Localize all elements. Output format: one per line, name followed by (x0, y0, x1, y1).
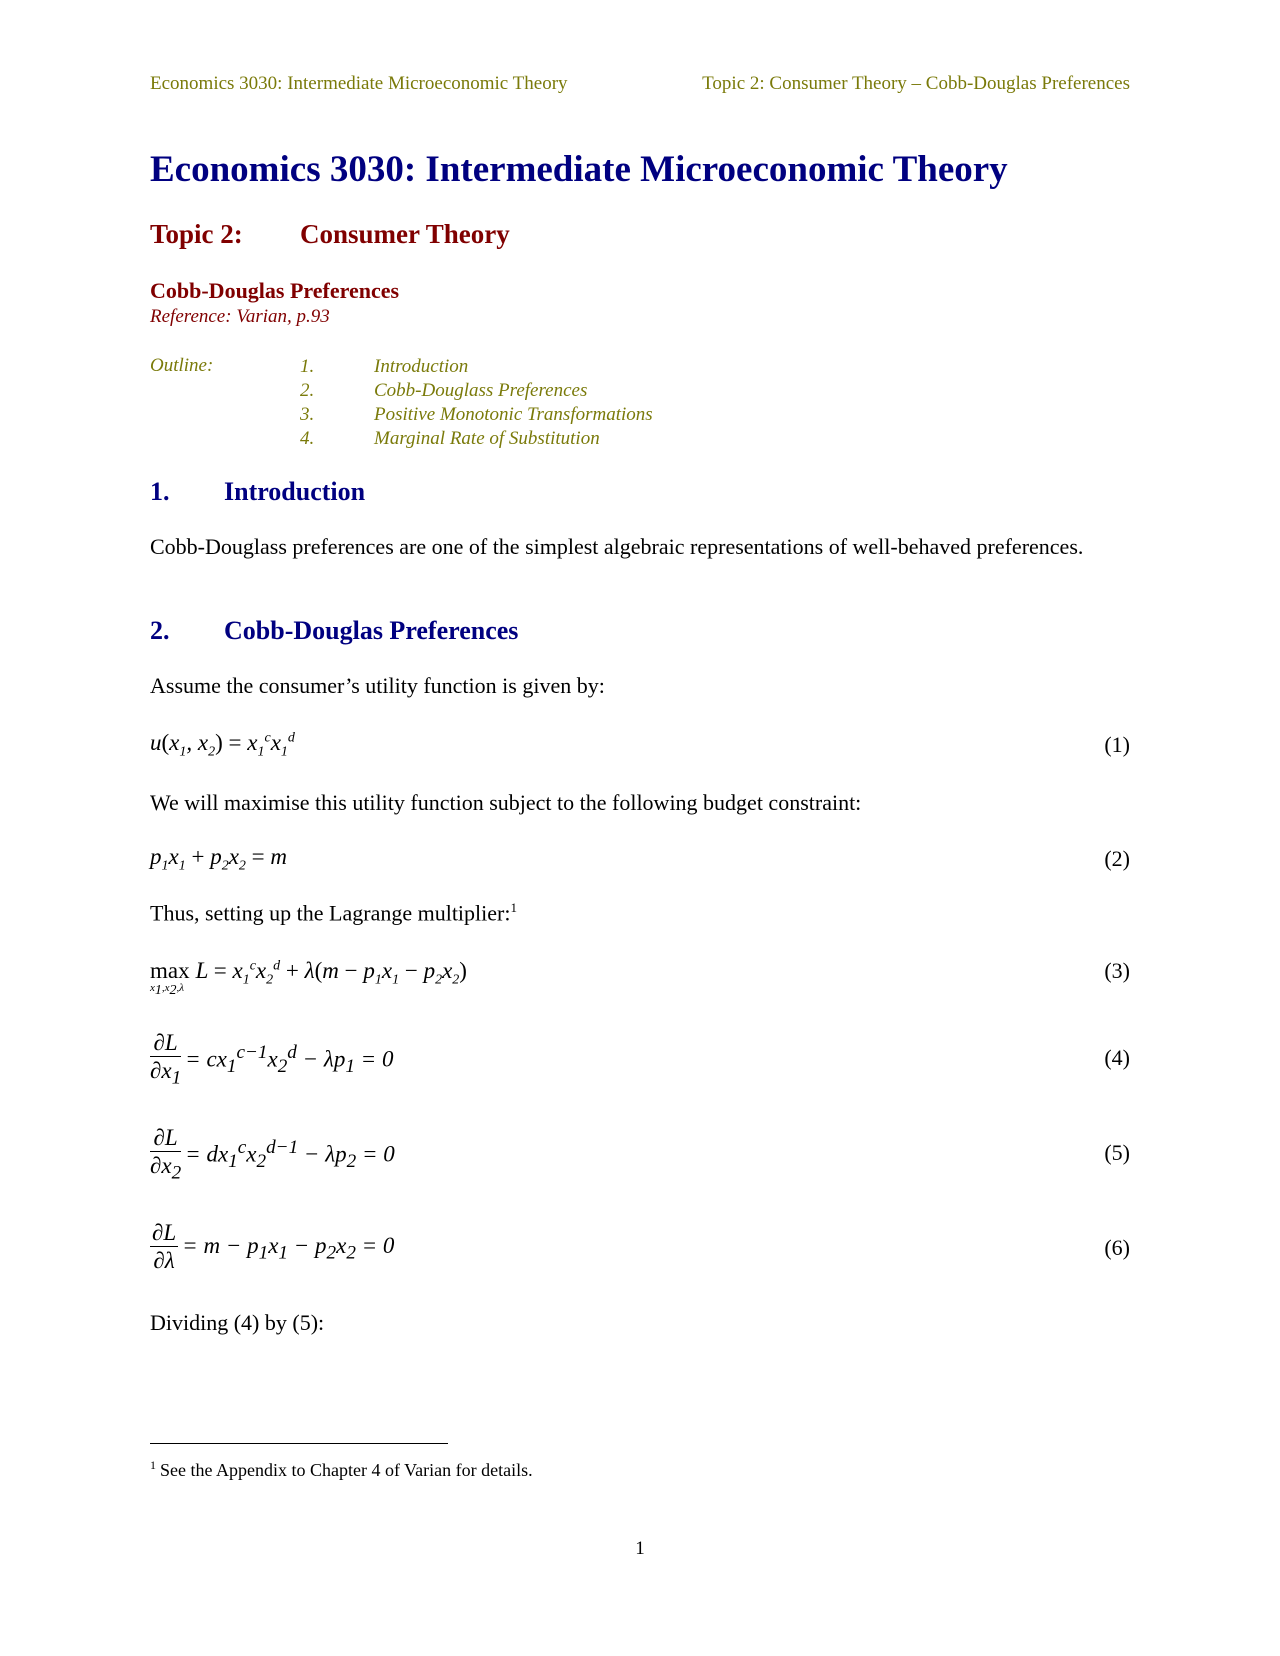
equation-foc-lambda: $\frac{\partial L}{\partial\lambda}$ = $m - p_1x_1 - p_2x_2 = 0$ (152, 1220, 395, 1273)
equation-number: (4) (1104, 1045, 1130, 1070)
equation-budget: $p_1x_1 + p_2x_2 = m$ (150, 844, 288, 874)
outline-item (300, 403, 653, 427)
outline-item-number: 1. (300, 356, 315, 377)
equation-number: (1) (1104, 732, 1130, 757)
partial-fraction: $\frac{\partial L}{\partial\lambda}$ (152, 1220, 177, 1273)
subtitle: Cobb-Douglas Preferences (150, 278, 400, 303)
maximise-text: We will maximise this utility function subject to the following budget constraint: (150, 790, 862, 815)
dividing-text: Dividing (4) by (5): (150, 1310, 325, 1335)
equation-number: (3) (1104, 958, 1130, 983)
outline-item-text: Marginal Rate of Substitution (374, 428, 600, 449)
footnote-text: See the Appendix to Chapter 4 of Varian for details. (160, 1460, 533, 1480)
max-operator: max $x_1,x_2,\lambda$ (150, 958, 190, 999)
footnote (150, 1458, 533, 1481)
intro-paragraph: Cobb-Douglass preferences are one of the simplest algebraic representations of well-behaved preferences. (150, 534, 1084, 559)
section-heading-introduction (150, 477, 366, 507)
lagrange-text (150, 900, 517, 926)
outline-label: Outline: (150, 355, 214, 376)
footnote-mark[interactable]: 1 (510, 900, 517, 915)
section-heading-cobb-douglas (150, 616, 519, 646)
section-title: Cobb-Douglas Preferences (224, 616, 519, 645)
outline-item-text: Introduction (374, 356, 469, 377)
assume-text: Assume the consumer’s utility function is given by: (150, 673, 605, 698)
running-header-right: Topic 2: Consumer Theory – Cobb-Douglas Preferences (702, 73, 1130, 94)
topic-label: Topic 2: (150, 219, 243, 249)
equation-number: (5) (1104, 1140, 1130, 1165)
topic-name: Consumer Theory (300, 219, 510, 249)
equation-foc-x2: $\frac{\partial L}{\partial x_2}$ = $dx_1^cx_2^{d-1} - \lambda p_2 = 0$ (150, 1125, 395, 1188)
running-header-left: Economics 3030: Intermediate Microeconomic Theory (150, 73, 568, 94)
outline-item-number: 2. (300, 380, 315, 401)
equation-foc-x1: $\frac{\partial L}{\partial x_1}$ = $cx_1^{c-1}x_2^d - \lambda p_1 = 0$ (150, 1030, 393, 1093)
topic-heading (150, 219, 510, 250)
outline-item-text: Positive Monotonic Transformations (374, 404, 653, 425)
outline-item (300, 379, 653, 403)
outline-item (300, 355, 653, 379)
section-number: 2. (150, 616, 170, 645)
footnote-divider (150, 1443, 448, 1444)
equation-number: (6) (1104, 1235, 1130, 1260)
footnote-number: 1 (150, 1458, 156, 1472)
lagrange-sentence: Thus, setting up the Lagrange multiplier: (150, 900, 511, 926)
partial-fraction: $\frac{\partial L}{\partial x_1}$ (150, 1030, 182, 1089)
outline-item-number: 3. (300, 404, 315, 425)
equation-lagrangian: max $x_1,x_2,\lambda$ $L = x_1^cx_2^d + \lambda(m - p_1x_1 - p_2x_2)$ (150, 958, 467, 999)
outline-item (300, 427, 653, 451)
page-title: Economics 3030: Intermediate Microeconomic Theory (150, 149, 1008, 190)
page-number: 1 (635, 1538, 645, 1559)
equation-number: (2) (1104, 846, 1130, 871)
equation-utility: $u(x_1$, $x_2) = x_1^cx_1^d$ (150, 730, 295, 760)
outline-list (300, 355, 653, 451)
outline-item-number: 4. (300, 428, 315, 449)
section-title: Introduction (224, 477, 366, 506)
outline-item-text: Cobb-Douglass Preferences (374, 380, 588, 401)
reference: Reference: Varian, p.93 (150, 306, 330, 327)
section-number: 1. (150, 477, 170, 506)
partial-fraction: $\frac{\partial L}{\partial x_2}$ (150, 1125, 182, 1184)
